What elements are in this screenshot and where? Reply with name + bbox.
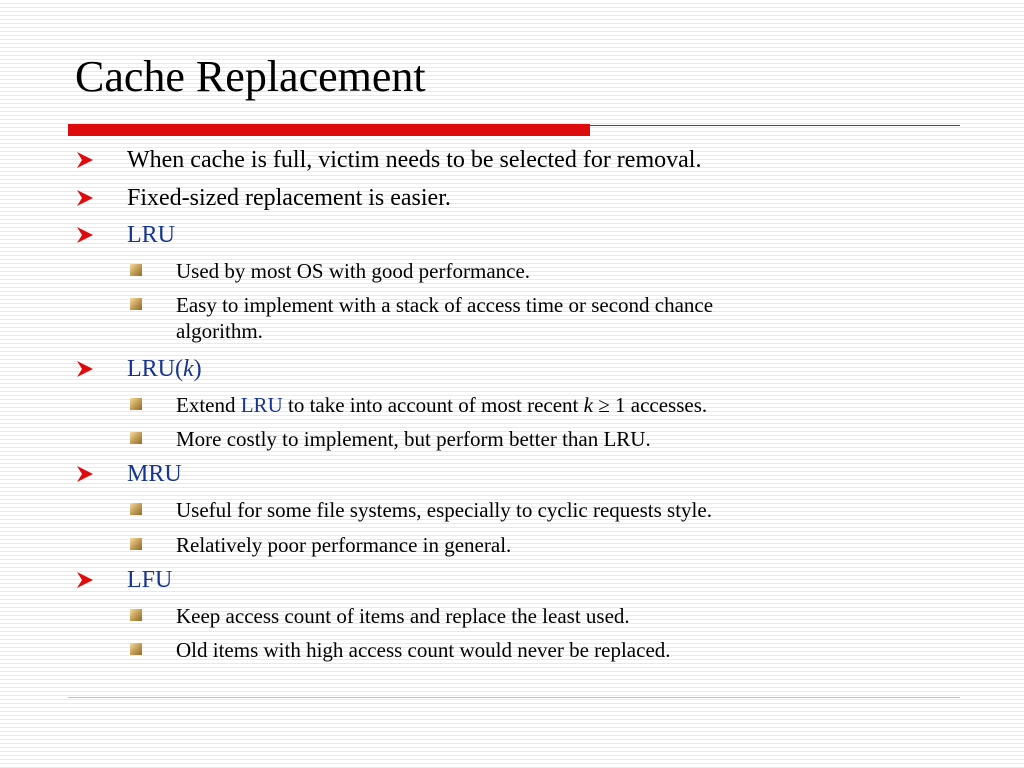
bullet-heading — [127, 355, 202, 383]
sub-bullet-text: Keep access count of items and replace the least used. — [176, 604, 630, 628]
sub-bullet-text: Useful for some file systems, especially to cyclic requests style. — [176, 498, 712, 522]
square-bullet-icon — [130, 538, 142, 550]
square-bullet-icon — [130, 398, 142, 410]
sub-bullet-text: More costly to implement, but perform better than LRU. — [176, 427, 651, 451]
text-part: Extend — [176, 393, 241, 417]
arrow-bullet-icon — [75, 465, 95, 483]
sub-bullet-text: Used by most OS with good performance. — [176, 259, 531, 283]
text-highlight: LRU — [240, 393, 283, 417]
footer-rule — [68, 697, 960, 698]
arrow-bullet-icon — [75, 189, 95, 207]
sub-bullet-text: algorithm. — [176, 319, 263, 343]
square-bullet-icon — [130, 432, 142, 444]
sub-bullet-text: Relatively poor performance in general. — [176, 533, 512, 557]
bullet-text: Fixed-sized replacement is easier. — [127, 185, 451, 211]
heading-suffix: ) — [193, 356, 202, 382]
bullet-heading: MRU — [127, 461, 182, 487]
bullet-heading: LRU — [127, 222, 175, 248]
title-underline-thin — [590, 125, 960, 126]
sub-bullet-text: Old items with high access count would never be replaced. — [176, 638, 671, 662]
text-part: ≥ 1 accesses. — [592, 393, 708, 417]
title-underline-bar — [68, 124, 590, 136]
sub-bullet-text: Easy to implement with a stack of access time or second chance — [176, 293, 714, 317]
arrow-bullet-icon — [75, 226, 95, 244]
heading-variable: k — [183, 356, 194, 382]
title-underline — [68, 124, 960, 136]
heading-prefix: LRU( — [127, 356, 183, 382]
text-variable: k — [583, 393, 593, 417]
square-bullet-icon — [130, 264, 142, 276]
bullet-text: When cache is full, victim needs to be selected for removal. — [127, 147, 702, 173]
text-part: to take into account of most recent — [282, 393, 584, 417]
arrow-bullet-icon — [75, 571, 95, 589]
sub-bullet-text — [176, 392, 707, 418]
slide-title: Cache Replacement — [75, 52, 426, 101]
bullet-heading: LFU — [127, 567, 173, 593]
square-bullet-icon — [130, 503, 142, 515]
square-bullet-icon — [130, 643, 142, 655]
square-bullet-icon — [130, 609, 142, 621]
arrow-bullet-icon — [75, 151, 95, 169]
arrow-bullet-icon — [75, 360, 95, 378]
square-bullet-icon — [130, 298, 142, 310]
